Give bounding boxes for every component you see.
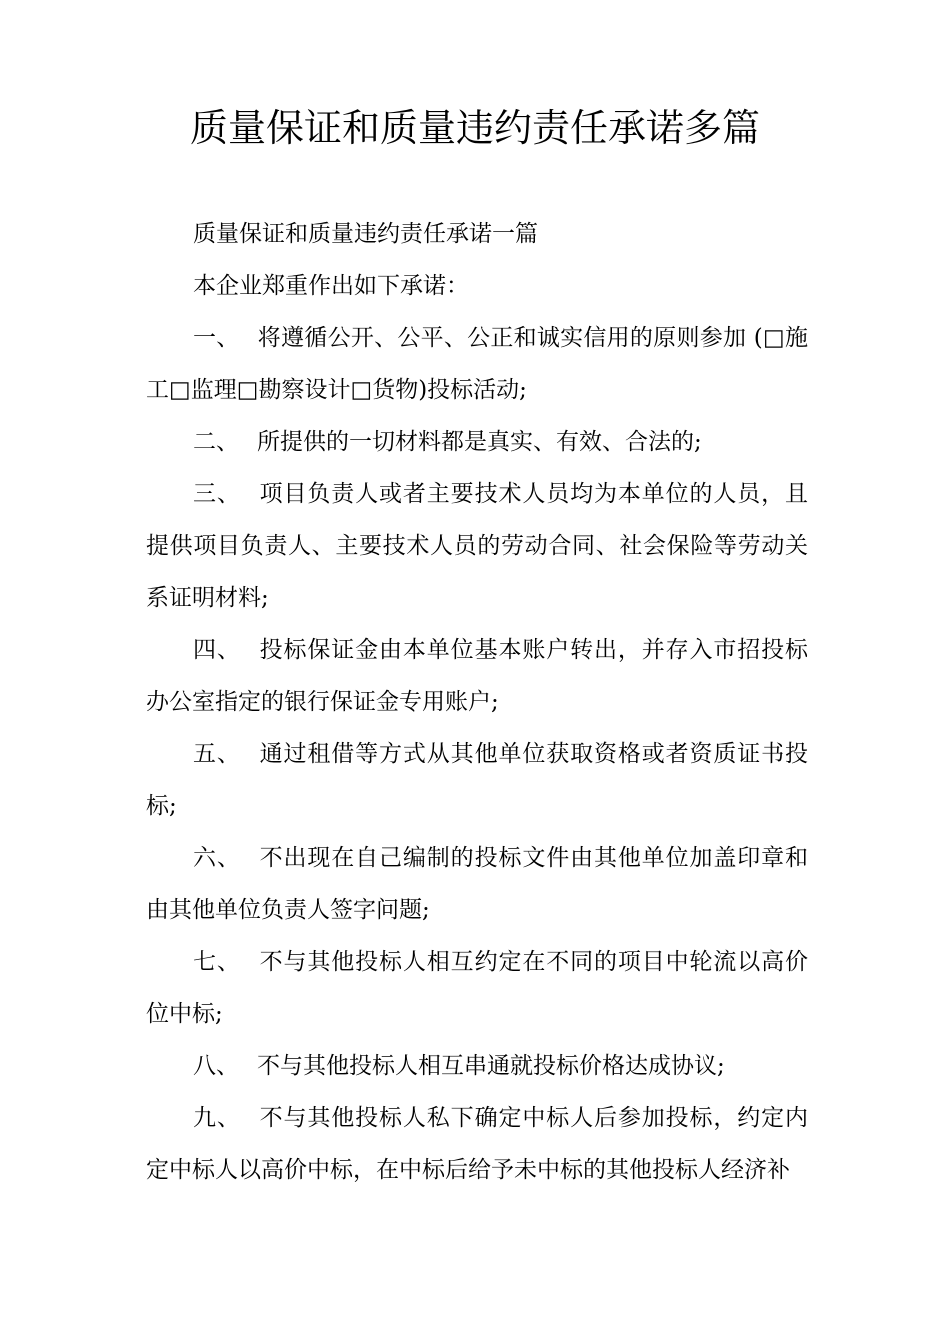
section-subtitle: 质量保证和质量违约责任承诺一篇 (193, 221, 538, 247)
commitment-item-4 (146, 624, 808, 728)
item-number: 八、 (193, 1053, 239, 1079)
item-text: 将遵循公开、公平、公正和诚实信用的原则参加 (□施工□监理□勘察设计□货物)投标活动; (146, 325, 809, 403)
item-number: 五、 (193, 741, 241, 767)
item-text: 不与其他投标人相互串通就投标价格达成协议; (257, 1053, 725, 1079)
commitment-item-8 (146, 1040, 808, 1092)
item-number: 四、 (193, 637, 241, 663)
commitment-item-7 (146, 936, 808, 1040)
item-text: 项目负责人或者主要技术人员均为本单位的人员，且提供项目负责人、主要技术人员的劳动合同、社会保险等劳动关系证明材料; (146, 481, 809, 611)
item-text: 不出现在自己编制的投标文件由其他单位加盖印章和由其他单位负责人签字问题; (146, 845, 809, 923)
document-title: 质量保证和质量违约责任承诺多篇 (189, 106, 760, 150)
item-text: 所提供的一切材料都是真实、有效、合法的; (257, 429, 702, 455)
item-number: 二、 (193, 429, 239, 455)
commitment-item-9 (146, 1092, 808, 1196)
commitment-item-2 (146, 416, 808, 468)
item-number: 九、 (193, 1105, 241, 1131)
item-text: 不与其他投标人相互约定在不同的项目中轮流以高价位中标; (146, 949, 809, 1027)
item-text: 不与其他投标人私下确定中标人后参加投标，约定内定中标人以高价中标，在中标后给予未中标的其他投标人经济补 (146, 1105, 809, 1183)
item-text: 通过租借等方式从其他单位获取资格或者资质证书投标; (146, 741, 809, 819)
item-number: 三、 (193, 481, 241, 507)
commitment-item-1 (146, 312, 808, 416)
document-body (146, 208, 808, 1196)
commitment-item-5 (146, 728, 808, 832)
commitment-item-3 (146, 468, 808, 624)
item-number: 六、 (193, 845, 241, 871)
item-number: 一、 (193, 325, 240, 351)
commitment-item-6 (146, 832, 808, 936)
item-number: 七、 (193, 949, 241, 975)
intro-paragraph: 本企业郑重作出如下承诺： (193, 273, 469, 299)
item-text: 投标保证金由本单位基本账户转出，并存入市招投标办公室指定的银行保证金专用账户; (146, 637, 809, 715)
